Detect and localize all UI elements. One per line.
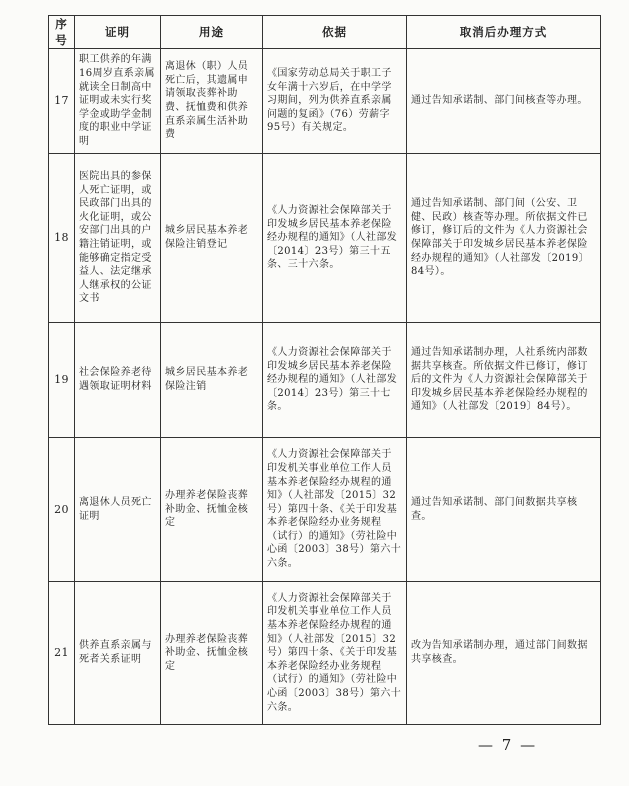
header-purpose: 用途	[161, 16, 263, 49]
table-row	[49, 323, 601, 438]
row-purpose: 离退休（职）人员死亡后，其遗属申请领取丧葬补助费、抚恤费和供养直系亲属生活补助费	[161, 49, 263, 154]
row-cert: 职工供养的年满16周岁直系亲属就读全日制高中证明或未实行奖学金或助学金制度的职业中学证明	[75, 49, 161, 154]
row-purpose: 办理养老保险丧葬补助金、抚恤金核定	[161, 582, 263, 725]
row-method: 改为告知承诺制办理，通过部门间数据共享核查。	[407, 582, 601, 725]
row-basis: 《人力资源社会保障部关于印发机关事业单位工作人员基本养老保险经办规程的通知》（人社部发〔2015〕32号）第四十条、《关于印发基本养老保险经办业务规程（试行）的通知》（劳社险中心函〔2003〕38号）第六十六条。	[263, 438, 407, 582]
row-cert: 供养直系亲属与死者关系证明	[75, 582, 161, 725]
row-cert: 医院出具的参保人死亡证明，或民政部门出具的火化证明，或公安部门出具的户籍注销证明，或能够确定指定受益人、法定继承人继承权的公证文书	[75, 154, 161, 323]
table-header-row	[49, 16, 601, 49]
row-seq: 17	[49, 49, 75, 154]
row-method: 通过告知承诺制、部门间核查等办理。	[407, 49, 601, 154]
row-seq: 18	[49, 154, 75, 323]
row-basis: 《人力资源社会保障部关于印发城乡居民基本养老保险经办规程的通知》（人社部发〔2014〕23号）第三十七条。	[263, 323, 407, 438]
row-method: 通过告知承诺制、部门间（公安、卫健、民政）核查等办理。所依据文件已修订，修订后的文件为《人力资源社会保障部关于印发城乡居民基本养老保险经办规程的通知》（人社部发〔2019〕84号）。	[407, 154, 601, 323]
row-purpose: 城乡居民基本养老保险注销登记	[161, 154, 263, 323]
header-seq: 序号	[49, 16, 75, 49]
table-row	[49, 582, 601, 725]
row-seq: 21	[49, 582, 75, 725]
row-seq: 20	[49, 438, 75, 582]
table-row	[49, 49, 601, 154]
header-cert: 证明	[75, 16, 161, 49]
row-seq: 19	[49, 323, 75, 438]
page-number: — 7 —	[478, 736, 538, 754]
header-method: 取消后办理方式	[407, 16, 601, 49]
row-cert: 离退休人员死亡证明	[75, 438, 161, 582]
row-basis: 《人力资源社会保障部关于印发机关事业单位工作人员基本养老保险经办规程的通知》（人社部发〔2015〕32号）第四十条、《关于印发基本养老保险经办业务规程（试行）的通知》（劳社险中心函〔2003〕38号）第六十六条。	[263, 582, 407, 725]
table-row	[49, 154, 601, 323]
row-method: 通过告知承诺制办理，人社系统内部数据共享核查。所依据文件已修订，修订后的文件为《人力资源社会保障部关于印发城乡居民基本养老保险经办规程的通知》（人社部发〔2019〕84号）。	[407, 323, 601, 438]
header-basis: 依据	[263, 16, 407, 49]
row-method: 通过告知承诺制、部门间数据共享核查。	[407, 438, 601, 582]
row-cert: 社会保险养老待遇领取证明材料	[75, 323, 161, 438]
table-row	[49, 438, 601, 582]
row-basis: 《人力资源社会保障部关于印发城乡居民基本养老保险经办规程的通知》（人社部发〔2014〕23号）第三十五条、三十六条。	[263, 154, 407, 323]
certificate-table	[48, 15, 601, 725]
row-purpose: 城乡居民基本养老保险注销	[161, 323, 263, 438]
row-purpose: 办理养老保险丧葬补助金、抚恤金核定	[161, 438, 263, 582]
row-basis: 《国家劳动总局关于职工子女年满十六岁后，在中学学习期间，列为供养直系亲属问题的复函》（76）劳薪字95号）有关规定。	[263, 49, 407, 154]
